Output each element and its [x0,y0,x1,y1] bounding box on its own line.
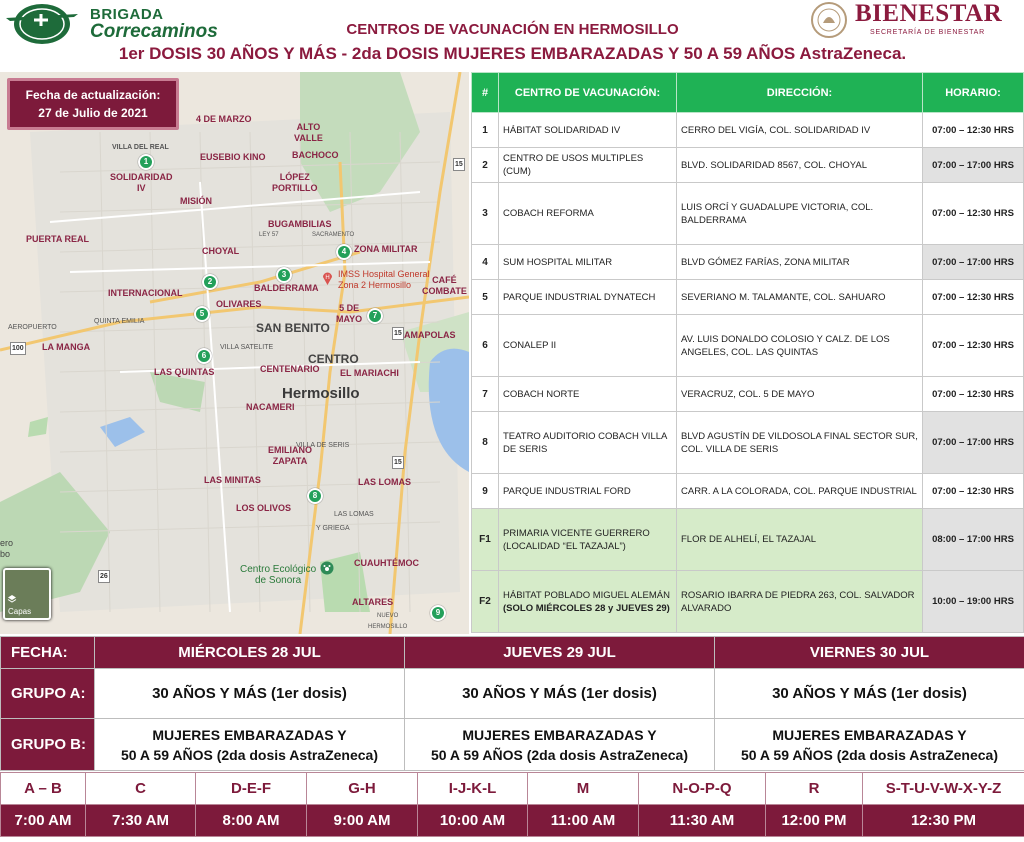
map-label-olivares: OLIVARES [216,299,262,309]
col-header-schedule: HORARIO: [923,73,1024,113]
row-number: 6 [472,315,499,377]
letter-group: C [86,773,196,805]
time-slot: 11:30 AM [639,805,766,837]
map-label-ley-57: LEY 57 [259,232,279,238]
row-number: 4 [472,245,499,280]
letter-group: R [766,773,863,805]
grupo-b-line1: MUJERES EMBARAZADAS Y [462,726,657,743]
road-shield-15b: 15 [392,327,404,340]
time-slot: 10:00 AM [418,805,528,837]
letter-group: M [528,773,639,805]
row-address: VERACRUZ, COL. 5 DE MAYO [677,377,923,412]
map-label-centro-ecologico: Centro Ecológico de Sonora [240,564,317,586]
row-center: PARQUE INDUSTRIAL FORD [499,474,677,509]
table-row [472,377,1024,412]
time-slot: 12:00 PM [766,805,863,837]
bienestar-logo [810,0,1024,42]
map-label-cafe-combate: CAFÉ COMBATE [422,275,467,296]
row-number: F2 [472,571,499,633]
bienestar-subtitle: SECRETARÍA DE BIENESTAR [870,29,985,36]
bienestar-wordmark: BIENESTAR [855,0,1003,27]
row-number: 8 [472,412,499,474]
map-label-solidaridad: SOLIDARIDAD IV [110,172,173,193]
map-label-bachoco: BACHOCO [292,150,339,160]
letter-group: N-O-P-Q [639,773,766,805]
row-center: CONALEP II [499,315,677,377]
grupo-b-thursday [405,719,715,771]
row-center [499,571,677,633]
map-pin-1[interactable]: 1 [138,154,154,170]
row-schedule: 07:00 – 17:00 HRS [923,148,1024,183]
map-label-centenario: CENTENARIO [260,364,320,374]
time-slot: 7:00 AM [1,805,86,837]
time-slot: 12:30 PM [863,805,1024,837]
table-row [472,245,1024,280]
letter-group: D-E-F [196,773,307,805]
grupo-b-label: GRUPO B: [1,719,95,771]
letter-group: G-H [307,773,418,805]
col-header-number: # [472,73,499,113]
brand-line-1: BRIGADA [90,6,164,23]
row-center: COBACH REFORMA [499,183,677,245]
map-label-imss: IMSS Hospital General Zona 2 Hermosillo [338,269,430,290]
map-label-sacramento: SACRAMENTO [312,232,355,238]
map-pin-4[interactable]: 4 [336,244,352,260]
table-row [472,571,1024,633]
row-schedule: 07:00 – 17:00 HRS [923,245,1024,280]
map-label-hermosillo: Hermosillo [282,385,360,402]
map-label-amapolas: AMAPOLAS [404,330,456,340]
table-row [472,509,1024,571]
table-row [472,280,1024,315]
row-address: FLOR DE ALHELÍ, EL TAZAJAL [677,509,923,571]
fecha-label: FECHA: [1,637,95,669]
row-address: LUIS ORCÍ Y GUADALUPE VICTORIA, COL. BALDERRAMA [677,183,923,245]
map-label-ero: ero bo [0,538,14,559]
grupo-b-line1: MUJERES EMBARAZADAS Y [152,726,347,743]
schedule-group-a-row [1,669,1024,719]
map-label-mision: MISIÓN [180,196,213,206]
map-label-aeropuerto: AEROPUERTO [8,324,57,331]
map-label-bugambilias: BUGAMBILIAS [268,219,332,229]
map-label-emiliano-zapata: EMILIANO ZAPATA [268,445,312,466]
vaccination-centers-table [471,72,1024,633]
grupo-a-label: GRUPO A: [1,669,95,719]
layers-icon [7,594,17,604]
time-slot: 11:00 AM [528,805,639,837]
grupo-a-wednesday: 30 AÑOS Y MÁS (1er dosis) [95,669,405,719]
row-center: CENTRO DE USOS MULTIPLES (CUM) [499,148,677,183]
map-layers-button[interactable] [3,568,51,620]
update-date: 27 de Julio de 2021 [38,106,148,120]
map-label-las-minitas: LAS MINITAS [204,475,261,485]
row-center: PARQUE INDUSTRIAL DYNATECH [499,280,677,315]
grupo-b-line1: MUJERES EMBARAZADAS Y [772,726,967,743]
col-header-center: CENTRO DE VACUNACIÓN: [499,73,677,113]
group-schedule-table [0,636,1024,771]
city-map[interactable] [0,72,469,634]
map-label-las-lomas-small: LAS LOMAS [334,511,374,518]
row-schedule: 08:00 – 17:00 HRS [923,509,1024,571]
header [0,0,1024,72]
grupo-b-line2: 50 A 59 AÑOS (2da dosis AstraZeneca) [740,746,999,763]
time-slot: 7:30 AM [86,805,196,837]
brigada-logo [4,2,219,46]
letter-group: A – B [1,773,86,805]
road-shield-15a: 15 [453,158,465,171]
table-row [472,113,1024,148]
row-number: F1 [472,509,499,571]
svg-text:H: H [325,275,330,281]
map-label-las-lomas: LAS LOMAS [358,477,411,487]
schedule-group-b-row [1,719,1024,771]
map-pin-2[interactable]: 2 [202,274,218,290]
table-row [472,183,1024,245]
row-center: COBACH NORTE [499,377,677,412]
brand-line-2: Correcaminos [90,21,218,42]
row-address: CARR. A LA COLORADA, COL. PARQUE INDUSTRIAL [677,474,923,509]
map-label-villa-del-real: VILLA DEL REAL [112,144,169,151]
map-label-villa-satelite: VILLA SATELITE [220,344,274,351]
map-label-nuevo-hermosillo: NUEVO HERMOSILLO [368,613,408,630]
row-address: CERRO DEL VIGÍA, COL. SOLIDARIDAD IV [677,113,923,148]
map-label-y-griega: Y GRIEGA [316,525,350,532]
road-shield-15c: 15 [392,456,404,469]
row-number: 9 [472,474,499,509]
map-pin-5[interactable]: 5 [194,306,210,322]
update-label: Fecha de actualización: [25,88,161,102]
grupo-a-friday: 30 AÑOS Y MÁS (1er dosis) [715,669,1024,719]
hospital-marker-icon [322,271,333,285]
seal-icon [810,1,848,39]
map-label-el-mariachi: EL MARIACHI [340,368,399,378]
map-pin-8[interactable]: 8 [307,488,323,504]
update-date-badge [7,78,179,130]
roadrunner-logo-icon [4,2,82,46]
surname-letter-times-table [0,772,1024,837]
map-label-los-olivos: LOS OLIVOS [236,503,292,513]
page-title: CENTROS DE VACUNACIÓN EN HERMOSILLO [346,21,679,38]
row-address: SEVERIANO M. TALAMANTE, COL. SAHUARO [677,280,923,315]
time-slot: 9:00 AM [307,805,418,837]
grupo-b-line2: 50 A 59 AÑOS (2da dosis AstraZeneca) [120,746,379,763]
row-address: ROSARIO IBARRA DE PIEDRA 263, COL. SALVADOR ALVARADO [677,571,923,633]
row-number: 7 [472,377,499,412]
row-schedule: 07:00 – 17:00 HRS [923,412,1024,474]
times-row [1,805,1024,837]
map-label-zona-militar: ZONA MILITAR [354,244,418,254]
map-pin-7[interactable]: 7 [367,308,383,324]
grupo-b-wednesday [95,719,405,771]
map-label-eusebio-kino: EUSEBIO KINO [200,152,266,162]
time-slot: 8:00 AM [196,805,307,837]
row-center: TEATRO AUDITORIO COBACH VILLA DE SERIS [499,412,677,474]
row-schedule: 07:00 – 12:30 HRS [923,377,1024,412]
col-header-address: DIRECCIÓN: [677,73,923,113]
map-label-balderrama: BALDERRAMA [254,283,319,293]
day-friday: VIERNES 30 JUL [715,637,1024,669]
map-label-4-de-marzo: 4 DE MARZO [196,114,252,124]
letter-group: I-J-K-L [418,773,528,805]
table-row [472,474,1024,509]
map-label-internacional: INTERNACIONAL [108,288,183,298]
row-schedule: 07:00 – 12:30 HRS [923,113,1024,148]
row-schedule: 07:00 – 12:30 HRS [923,183,1024,245]
row-address: AV. LUIS DONALDO COLOSIO Y CALZ. DE LOS ANGELES, COL. LAS QUINTAS [677,315,923,377]
row-address: BLVD GÓMEZ FARÍAS, ZONA MILITAR [677,245,923,280]
row-address: BLVD AGUSTÍN DE VILDOSOLA FINAL SECTOR SUR, COL. VILLA DE SERIS [677,412,923,474]
table-header-row [472,73,1024,113]
table-row [472,412,1024,474]
day-thursday: JUEVES 29 JUL [405,637,715,669]
grupo-b-friday [715,719,1024,771]
map-label-san-benito: SAN BENITO [256,321,330,335]
schedule-date-row [1,637,1024,669]
row-schedule: 07:00 – 12:30 HRS [923,280,1024,315]
grupo-a-thursday: 30 AÑOS Y MÁS (1er dosis) [405,669,715,719]
row-number: 1 [472,113,499,148]
row-number: 3 [472,183,499,245]
road-shield-26: 26 [98,570,110,583]
map-label-puerta-real: PUERTA REAL [26,234,89,244]
table-row [472,315,1024,377]
row-center: SUM HOSPITAL MILITAR [499,245,677,280]
row-schedule: 07:00 – 12:30 HRS [923,474,1024,509]
row-schedule: 10:00 – 19:00 HRS [923,571,1024,633]
row-address: BLVD. SOLIDARIDAD 8567, COL. CHOYAL [677,148,923,183]
row-center: PRIMARIA VICENTE GUERRERO (LOCALIDAD “EL TAZAJAL”) [499,509,677,571]
row-number: 2 [472,148,499,183]
map-pin-6[interactable]: 6 [196,348,212,364]
park-marker-icon [320,561,334,575]
map-label-nacameri: NACAMERI [246,402,295,412]
map-label-cuauhtemoc: CUAUHTÉMOC [354,558,419,568]
day-wednesday: MIÉRCOLES 28 JUL [95,637,405,669]
map-label-quinta-emilia: QUINTA EMILIA [94,318,145,325]
map-label-5-de-mayo: 5 DE MAYO [336,303,363,324]
map-label-villa-de-seris: VILLA DE SERIS [296,442,350,449]
map-label-altares: ALTARES [352,597,394,607]
map-pin-3[interactable]: 3 [276,267,292,283]
map-label-centro: CENTRO [308,352,359,366]
row-number: 5 [472,280,499,315]
row-center-note: (SOLO MIÉRCOLES 28 y JUEVES 29) [503,602,670,614]
letters-row [1,773,1024,805]
road-shield-100: 100 [10,342,26,355]
page-subtitle: 1er DOSIS 30 AÑOS Y MÁS - 2da DOSIS MUJERES EMBARAZADAS Y 50 A 59 AÑOS AstraZeneca. [118,44,907,63]
row-center-name: HÁBITAT POBLADO MIGUEL ALEMÁN [503,589,670,601]
letter-group: S-T-U-V-W-X-Y-Z [863,773,1024,805]
grupo-b-line2: 50 A 59 AÑOS (2da dosis AstraZeneca) [430,746,689,763]
map-pin-9[interactable]: 9 [430,605,446,621]
map-layers-label: Capas [8,607,32,616]
row-schedule: 07:00 – 12:30 HRS [923,315,1024,377]
map-label-las-quintas: LAS QUINTAS [154,367,215,377]
map-label-alto-valle: ALTO VALLE [294,122,323,143]
map-label-lopez-portillo: LÓPEZ PORTILLO [272,172,318,193]
map-label-choyal: CHOYAL [202,246,240,256]
table-row [472,148,1024,183]
row-center: HÁBITAT SOLIDARIDAD IV [499,113,677,148]
map-label-la-manga: LA MANGA [42,342,91,352]
